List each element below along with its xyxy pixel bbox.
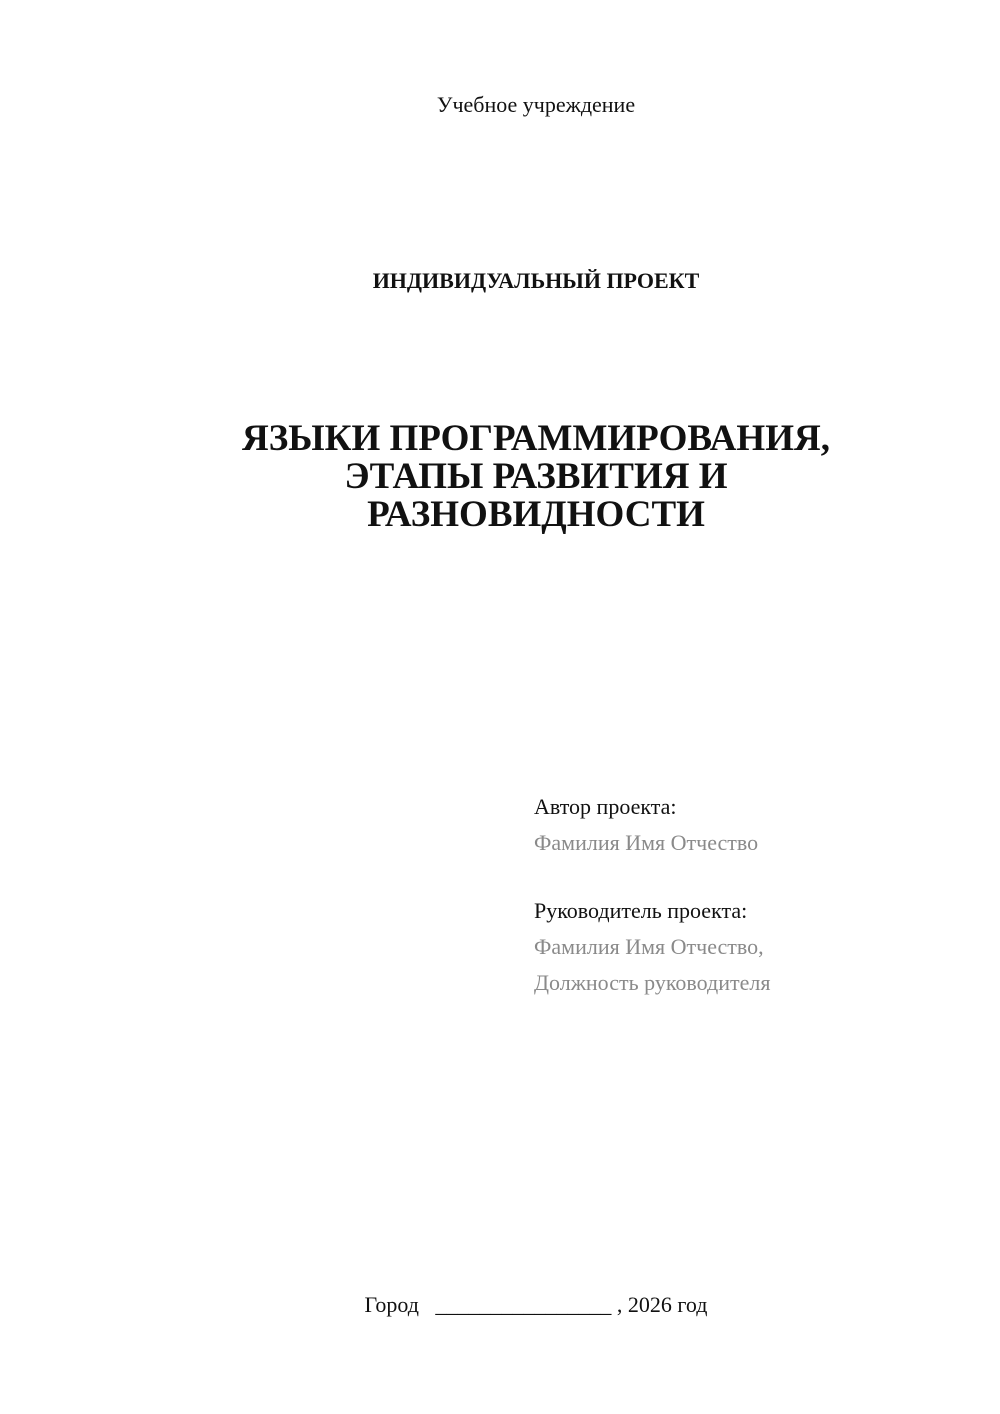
author-block xyxy=(534,789,964,861)
supervisor-position: Должность руководителя xyxy=(534,970,771,995)
title-line-1: ЯЗЫКИ ПРОГРАММИРОВАНИЯ, xyxy=(242,418,830,459)
city-year-line xyxy=(0,1290,1000,1320)
city-label: Город xyxy=(364,1292,419,1317)
supervisor-label: Руководитель проекта: xyxy=(534,898,748,923)
author-name: Фамилия Имя Отчество xyxy=(534,830,759,855)
supervisor-name: Фамилия Имя Отчество, xyxy=(534,934,764,959)
author-label: Автор проекта: xyxy=(534,794,677,819)
title-line-3: РАЗНОВИДНОСТИ xyxy=(367,494,705,535)
supervisor-block xyxy=(534,893,964,1001)
project-type-heading: ИНДИВИДУАЛЬНЫЙ ПРОЕКТ xyxy=(372,268,700,293)
project-title xyxy=(0,420,1000,534)
year-label: , 2026 год xyxy=(616,1292,708,1317)
institution-name: Учебное учреждение xyxy=(436,92,636,117)
city-blank: ________________ xyxy=(435,1292,612,1317)
title-line-2: ЭТАПЫ РАЗВИТИЯ И xyxy=(344,456,728,497)
